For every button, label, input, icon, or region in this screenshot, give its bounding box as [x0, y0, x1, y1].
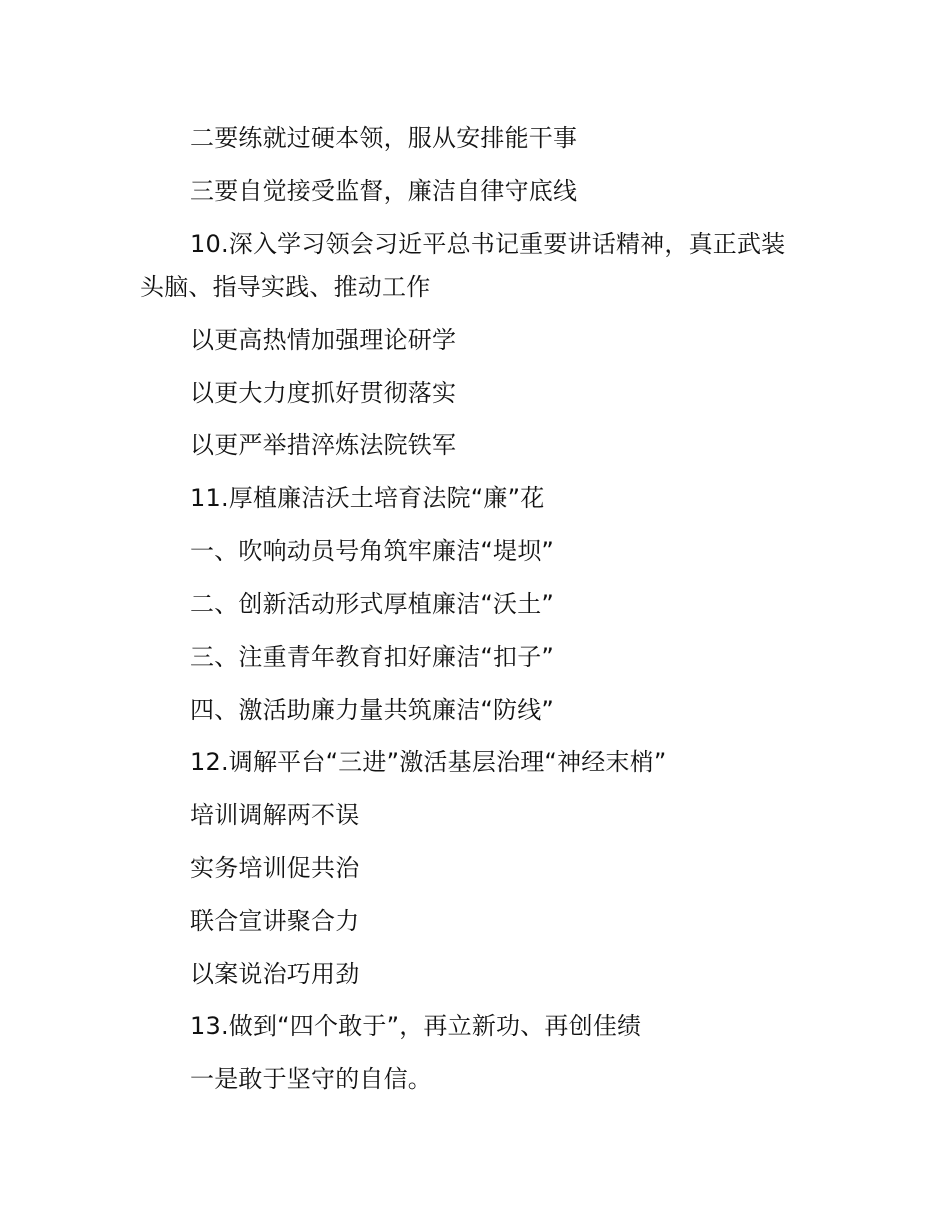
text-line: 一、吹响动员号角筑牢廉洁“堤坝” [190, 537, 555, 565]
section-heading-13: 13.做到“四个敢于”，再立新功、再创佳绩 [190, 1012, 642, 1040]
text-line: 培训调解两不误 [190, 801, 360, 829]
text-line: 一是敢于坚守的自信。 [190, 1065, 432, 1093]
text-line: 二要练就过硬本领，服从安排能干事 [190, 124, 578, 152]
section-heading-10-continued: 头脑、指导实践、推动工作 [140, 273, 431, 301]
text-line: 以更大力度抓好贯彻落实 [190, 379, 457, 407]
text-line: 以更严举措淬炼法院铁军 [190, 431, 457, 459]
section-heading-10: 10.深入学习领会习近平总书记重要讲话精神，真正武装 [190, 230, 786, 258]
section-heading-12: 12.调解平台“三进”激活基层治理“神经末梢” [190, 748, 667, 776]
text-line: 三、注重青年教育扣好廉洁“扣子” [190, 643, 555, 671]
text-line: 以更高热情加强理论研学 [190, 326, 457, 354]
text-line: 二、创新活动形式厚植廉洁“沃土” [190, 590, 555, 618]
text-line: 三要自觉接受监督，廉洁自律守底线 [190, 177, 578, 205]
text-line: 以案说治巧用劲 [190, 960, 360, 988]
text-line: 实务培训促共治 [190, 854, 360, 882]
text-line: 联合宣讲聚合力 [190, 907, 360, 935]
text-line: 四、激活助廉力量共筑廉洁“防线” [190, 696, 555, 724]
section-heading-11: 11.厚植廉洁沃土培育法院“廉”花 [190, 484, 545, 512]
